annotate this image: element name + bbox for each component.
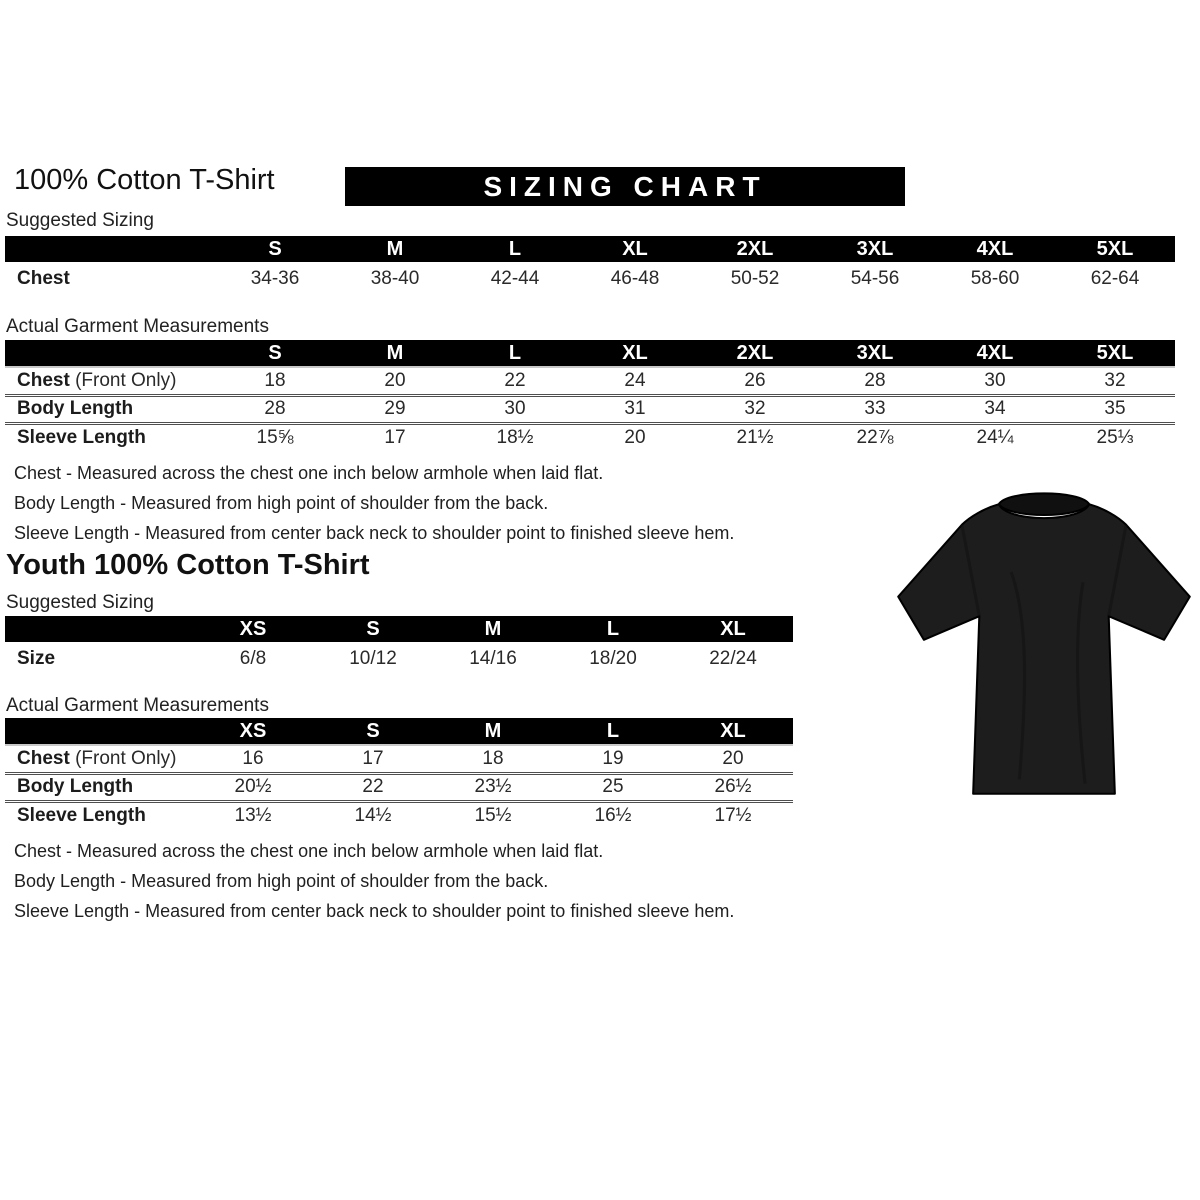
size-col-header: XL [673, 616, 793, 642]
row-label: Body Length [17, 398, 134, 419]
cell: 28 [264, 398, 286, 419]
adult-actual-measurements-label: Actual Garment Measurements [6, 316, 269, 337]
cell: 20 [624, 426, 646, 448]
size-col-header: 5XL [1055, 236, 1175, 262]
cell: 58-60 [970, 268, 1020, 289]
adult-suggested-sizing-label: Suggested Sizing [6, 210, 154, 231]
cell: 34-36 [250, 268, 300, 289]
size-col-header: S [215, 236, 335, 262]
cell: 18/20 [589, 648, 637, 669]
cell: 24¼ [976, 426, 1014, 448]
size-col-header: 4XL [935, 236, 1055, 262]
blank-header-cell [5, 718, 193, 745]
sleeve-length-note: Sleeve Length - Measured from center back neck to shoulder point to finished sleeve hem. [14, 523, 735, 543]
cell: 23½ [474, 776, 512, 797]
youth-suggested-sizing-label: Suggested Sizing [6, 592, 154, 613]
sleeve-length-row [5, 801, 793, 829]
cell: 17½ [714, 804, 752, 826]
chest-note: Chest - Measured across the chest one inch below armhole when laid flat. [14, 841, 604, 861]
adult-suggested-header-row [5, 236, 1175, 262]
size-col-header: L [553, 718, 673, 745]
adult-actual-header-row [5, 340, 1175, 367]
cell: 14/16 [469, 648, 517, 669]
size-col-header: 2XL [695, 236, 815, 262]
tshirt-collar [999, 493, 1089, 515]
blank-header-cell [5, 236, 215, 262]
size-col-header: XL [575, 340, 695, 367]
youth-actual-header-row [5, 718, 793, 745]
cell: 17 [384, 426, 406, 448]
size-col-header: 3XL [815, 236, 935, 262]
cell: 19 [602, 747, 624, 769]
cell: 25⅓ [1096, 426, 1134, 448]
cell: 31 [624, 398, 646, 419]
cell: 18 [482, 747, 504, 769]
sleeve-length-row [5, 423, 1175, 451]
adult-suggested-sizing-table [5, 236, 1175, 296]
cell: 50-52 [730, 268, 780, 289]
size-col-header: 3XL [815, 340, 935, 367]
body-length-row [5, 395, 1175, 423]
black-tshirt-image [890, 478, 1198, 820]
size-col-header: L [455, 340, 575, 367]
cell: 16½ [594, 804, 632, 826]
chest-measure-row [5, 367, 1175, 395]
cell: 6/8 [239, 648, 267, 669]
cell: 15⅝ [256, 426, 294, 448]
row-label: Sleeve Length [17, 804, 146, 826]
size-col-header: XL [673, 718, 793, 745]
cell: 38-40 [370, 268, 420, 289]
size-col-header: S [313, 616, 433, 642]
row-label: Chest (Front Only) [17, 369, 177, 391]
row-label: Body Length [17, 776, 134, 797]
row-label: Sleeve Length [17, 426, 146, 448]
size-col-header: XS [193, 718, 313, 745]
cell: 26 [744, 369, 766, 391]
cell: 18 [264, 369, 286, 391]
body-length-note: Body Length - Measured from high point of shoulder from the back. [14, 871, 549, 891]
cell: 22 [362, 776, 384, 797]
size-col-header: XS [193, 616, 313, 642]
cell: 32 [744, 398, 766, 419]
size-col-header: M [433, 616, 553, 642]
size-col-header: M [335, 236, 455, 262]
row-label: Size [17, 648, 56, 669]
blank-header-cell [5, 616, 193, 642]
cell: 46-48 [610, 268, 660, 289]
size-col-header: L [455, 236, 575, 262]
chest-measure-row [5, 745, 793, 773]
cell: 32 [1104, 369, 1126, 391]
size-col-header: M [335, 340, 455, 367]
cell: 20 [722, 747, 744, 769]
cell: 16 [242, 747, 264, 769]
cell: 20½ [234, 776, 272, 797]
cell: 15½ [474, 804, 512, 826]
size-col-header: 5XL [1055, 340, 1175, 367]
adult-measurement-notes [14, 458, 734, 548]
sleeve-length-note: Sleeve Length - Measured from center back neck to shoulder point to finished sleeve hem. [14, 901, 735, 921]
cell: 26½ [714, 776, 752, 797]
cell: 22/24 [709, 648, 757, 669]
cell: 30 [984, 369, 1006, 391]
blank-header-cell [5, 340, 215, 367]
page-title: 100% Cotton T-Shirt [14, 164, 275, 196]
size-col-header: XL [575, 236, 695, 262]
cell: 29 [384, 398, 406, 419]
cell: 22⅞ [856, 426, 894, 448]
size-col-header: S [215, 340, 335, 367]
cell: 18½ [496, 426, 534, 448]
cell: 25 [602, 776, 624, 797]
cell: 28 [864, 369, 886, 391]
cell: 22 [504, 369, 526, 391]
cell: 62-64 [1090, 268, 1140, 289]
size-col-header: S [313, 718, 433, 745]
size-col-header: L [553, 616, 673, 642]
youth-suggested-header-row [5, 616, 793, 642]
cell: 54-56 [850, 268, 900, 289]
size-col-header: M [433, 718, 553, 745]
size-col-header: 2XL [695, 340, 815, 367]
row-label: Chest (Front Only) [17, 747, 177, 769]
row-label: Chest [17, 268, 70, 289]
tshirt-body [898, 504, 1190, 794]
chest-range-row [5, 262, 1175, 296]
cell: 24 [624, 369, 646, 391]
body-length-note: Body Length - Measured from high point of shoulder from the back. [14, 493, 549, 513]
cell: 42-44 [490, 268, 540, 289]
cell: 33 [864, 398, 886, 419]
cell: 14½ [354, 804, 392, 826]
youth-actual-measurements-label: Actual Garment Measurements [6, 695, 269, 716]
youth-suggested-sizing-table [5, 616, 793, 676]
youth-size-row [5, 642, 793, 676]
cell: 10/12 [349, 648, 397, 669]
sizing-chart-banner: SIZING CHART [345, 167, 905, 206]
cell: 21½ [736, 426, 774, 448]
youth-measurement-notes [14, 836, 734, 926]
body-length-row [5, 773, 793, 801]
youth-actual-measurements-table [5, 718, 793, 829]
cell: 35 [1104, 398, 1126, 419]
chest-note: Chest - Measured across the chest one inch below armhole when laid flat. [14, 463, 604, 483]
youth-section-title: Youth 100% Cotton T-Shirt [6, 549, 370, 581]
cell: 30 [504, 398, 526, 419]
cell: 17 [362, 747, 384, 769]
cell: 20 [384, 369, 406, 391]
cell: 34 [984, 398, 1006, 419]
size-col-header: 4XL [935, 340, 1055, 367]
cell: 13½ [234, 804, 272, 826]
adult-actual-measurements-table [5, 340, 1175, 451]
